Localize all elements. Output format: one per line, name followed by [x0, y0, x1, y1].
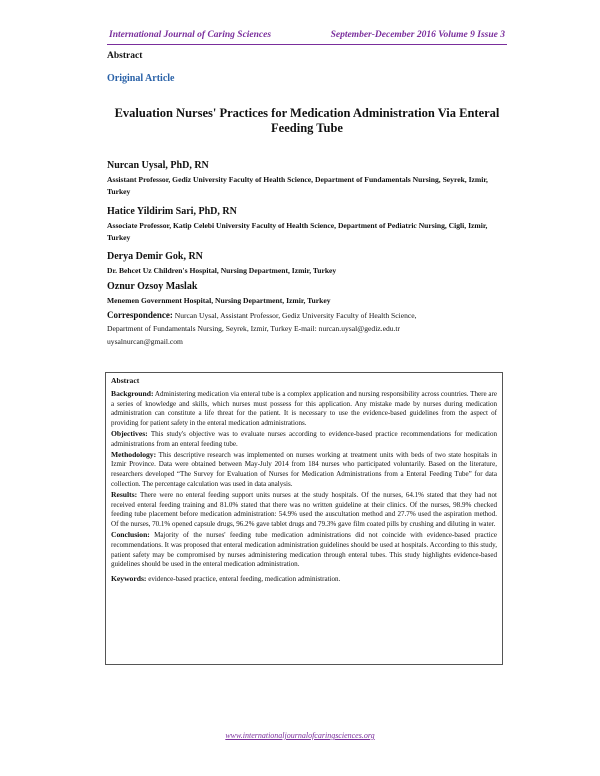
abstract-methodology: Methodology: This descriptive research was implemented on nurses working at treatment units with beds of two state hospitals in Izmir Province. Data were obtained between May-July 2014 from 184 nurses who participated voluntarily. Based on the literature, researchers developed “The Survey for Evaluation of Nurses for Medication Administrations from a Enteral Feeding Tube” for data collection. The percentage calculation was used in data analysis. — [111, 449, 498, 488]
author-block — [107, 206, 507, 244]
issue-info: September-December 2016 Volume 9 Issue 3 — [330, 30, 505, 40]
abstract-conclusion: Conclusion: Majority of the nurses' feeding tube medication administrations did not coincide with evidence-based practice recommendations. It was proposed that enteral medication administration guidelines should be used at hospitals. According to this study, patient safety may be compromised by nurses administering medication through enteral tubes. This study highlights evidence-based guidelines should be used in the enteral medication administration. — [111, 529, 497, 569]
abstract-keywords: Keywords: evidence-based practice, enteral feeding, medication administration. — [111, 574, 341, 584]
author-block — [107, 281, 507, 307]
author-affiliation: Dr. Behcet Uz Children's Hospital, Nursing Department, Izmir, Turkey — [107, 266, 337, 275]
article-type: Original Article — [107, 73, 175, 84]
author-name: Derya Demir Gok, RN — [107, 251, 203, 262]
author-affiliation: Menemen Government Hospital, Nursing Department, Izmir, Turkey — [107, 296, 331, 305]
correspondence-line3: uysalnurcan@gmail.com — [107, 337, 183, 346]
author-block — [107, 160, 507, 198]
author-name: Oznur Ozsoy Maslak — [107, 281, 198, 292]
abstract-box — [105, 372, 503, 665]
abstract-background: Background: Administering medication via enteral tube is a complex application and nursing responsibility across countries. There are a series of knowledge and skills, which nurses must possess for this application. Any mistake made by nurses during medication administration can constitute a life threat for the patient. It is necessary to use the evidence-based guidelines from the aspect of providing for patient safety in the enteral medication administrations. — [111, 388, 498, 428]
correspondence — [107, 309, 507, 348]
header-divider — [107, 44, 507, 45]
abstract-results: Results: There were no enteral feeding support units nurses at the study hospitals. Of the nurses, 64.1% stated that they had not received enteral feeding training and 81.0% stated that there was no written guideline at their clinics. Of the nurses, 98.9% checked feeding tube placement before medication administration: 54.9% used the auscultation method and 27.7% used the aspiration method. Of the nurses, 70.1% opened capsule drugs, 96.2% gave tablet drugs and 79.3% gave film coated pills by crushing and diluting in water. — [111, 489, 497, 529]
abstract-heading: Abstract — [111, 376, 140, 385]
section-label: Abstract — [107, 51, 143, 61]
correspondence-line2: Department of Fundamentals Nursing, Seyrek, Izmir, Turkey E-mail: nurcan.uysal@gediz.edu.tr — [107, 324, 401, 333]
author-affiliation: Associate Professor, Katip Celebi University Faculty of Health Science, Department of Pediatric Nursing, Cigli, Izmir, Turkey — [107, 221, 488, 242]
journal-website-link[interactable]: www.internationaljournalofcaringsciences.org — [225, 731, 375, 740]
journal-name: International Journal of Caring Sciences — [109, 30, 272, 40]
abstract-objectives: Objectives: This study's objective was to evaluate nurses according to evidence-based practice recommendations for medication administrations from an enteral feeding tube. — [111, 428, 497, 448]
author-block — [107, 251, 507, 277]
correspondence-label: Correspondence: — [107, 310, 173, 320]
author-name: Nurcan Uysal, PhD, RN — [107, 160, 209, 171]
article-title: Evaluation Nurses' Practices for Medication Administration Via Enteral Feeding Tube — [114, 106, 500, 135]
correspondence-line1: Nurcan Uysal, Assistant Professor, Gediz University Faculty of Health Science, — [174, 311, 417, 320]
author-name: Hatice Yildirim Sari, PhD, RN — [107, 206, 237, 217]
author-affiliation: Assistant Professor, Gediz University Faculty of Health Science, Department of Fundamentals Nursing, Seyrek, Izmir, Turkey — [107, 175, 488, 196]
